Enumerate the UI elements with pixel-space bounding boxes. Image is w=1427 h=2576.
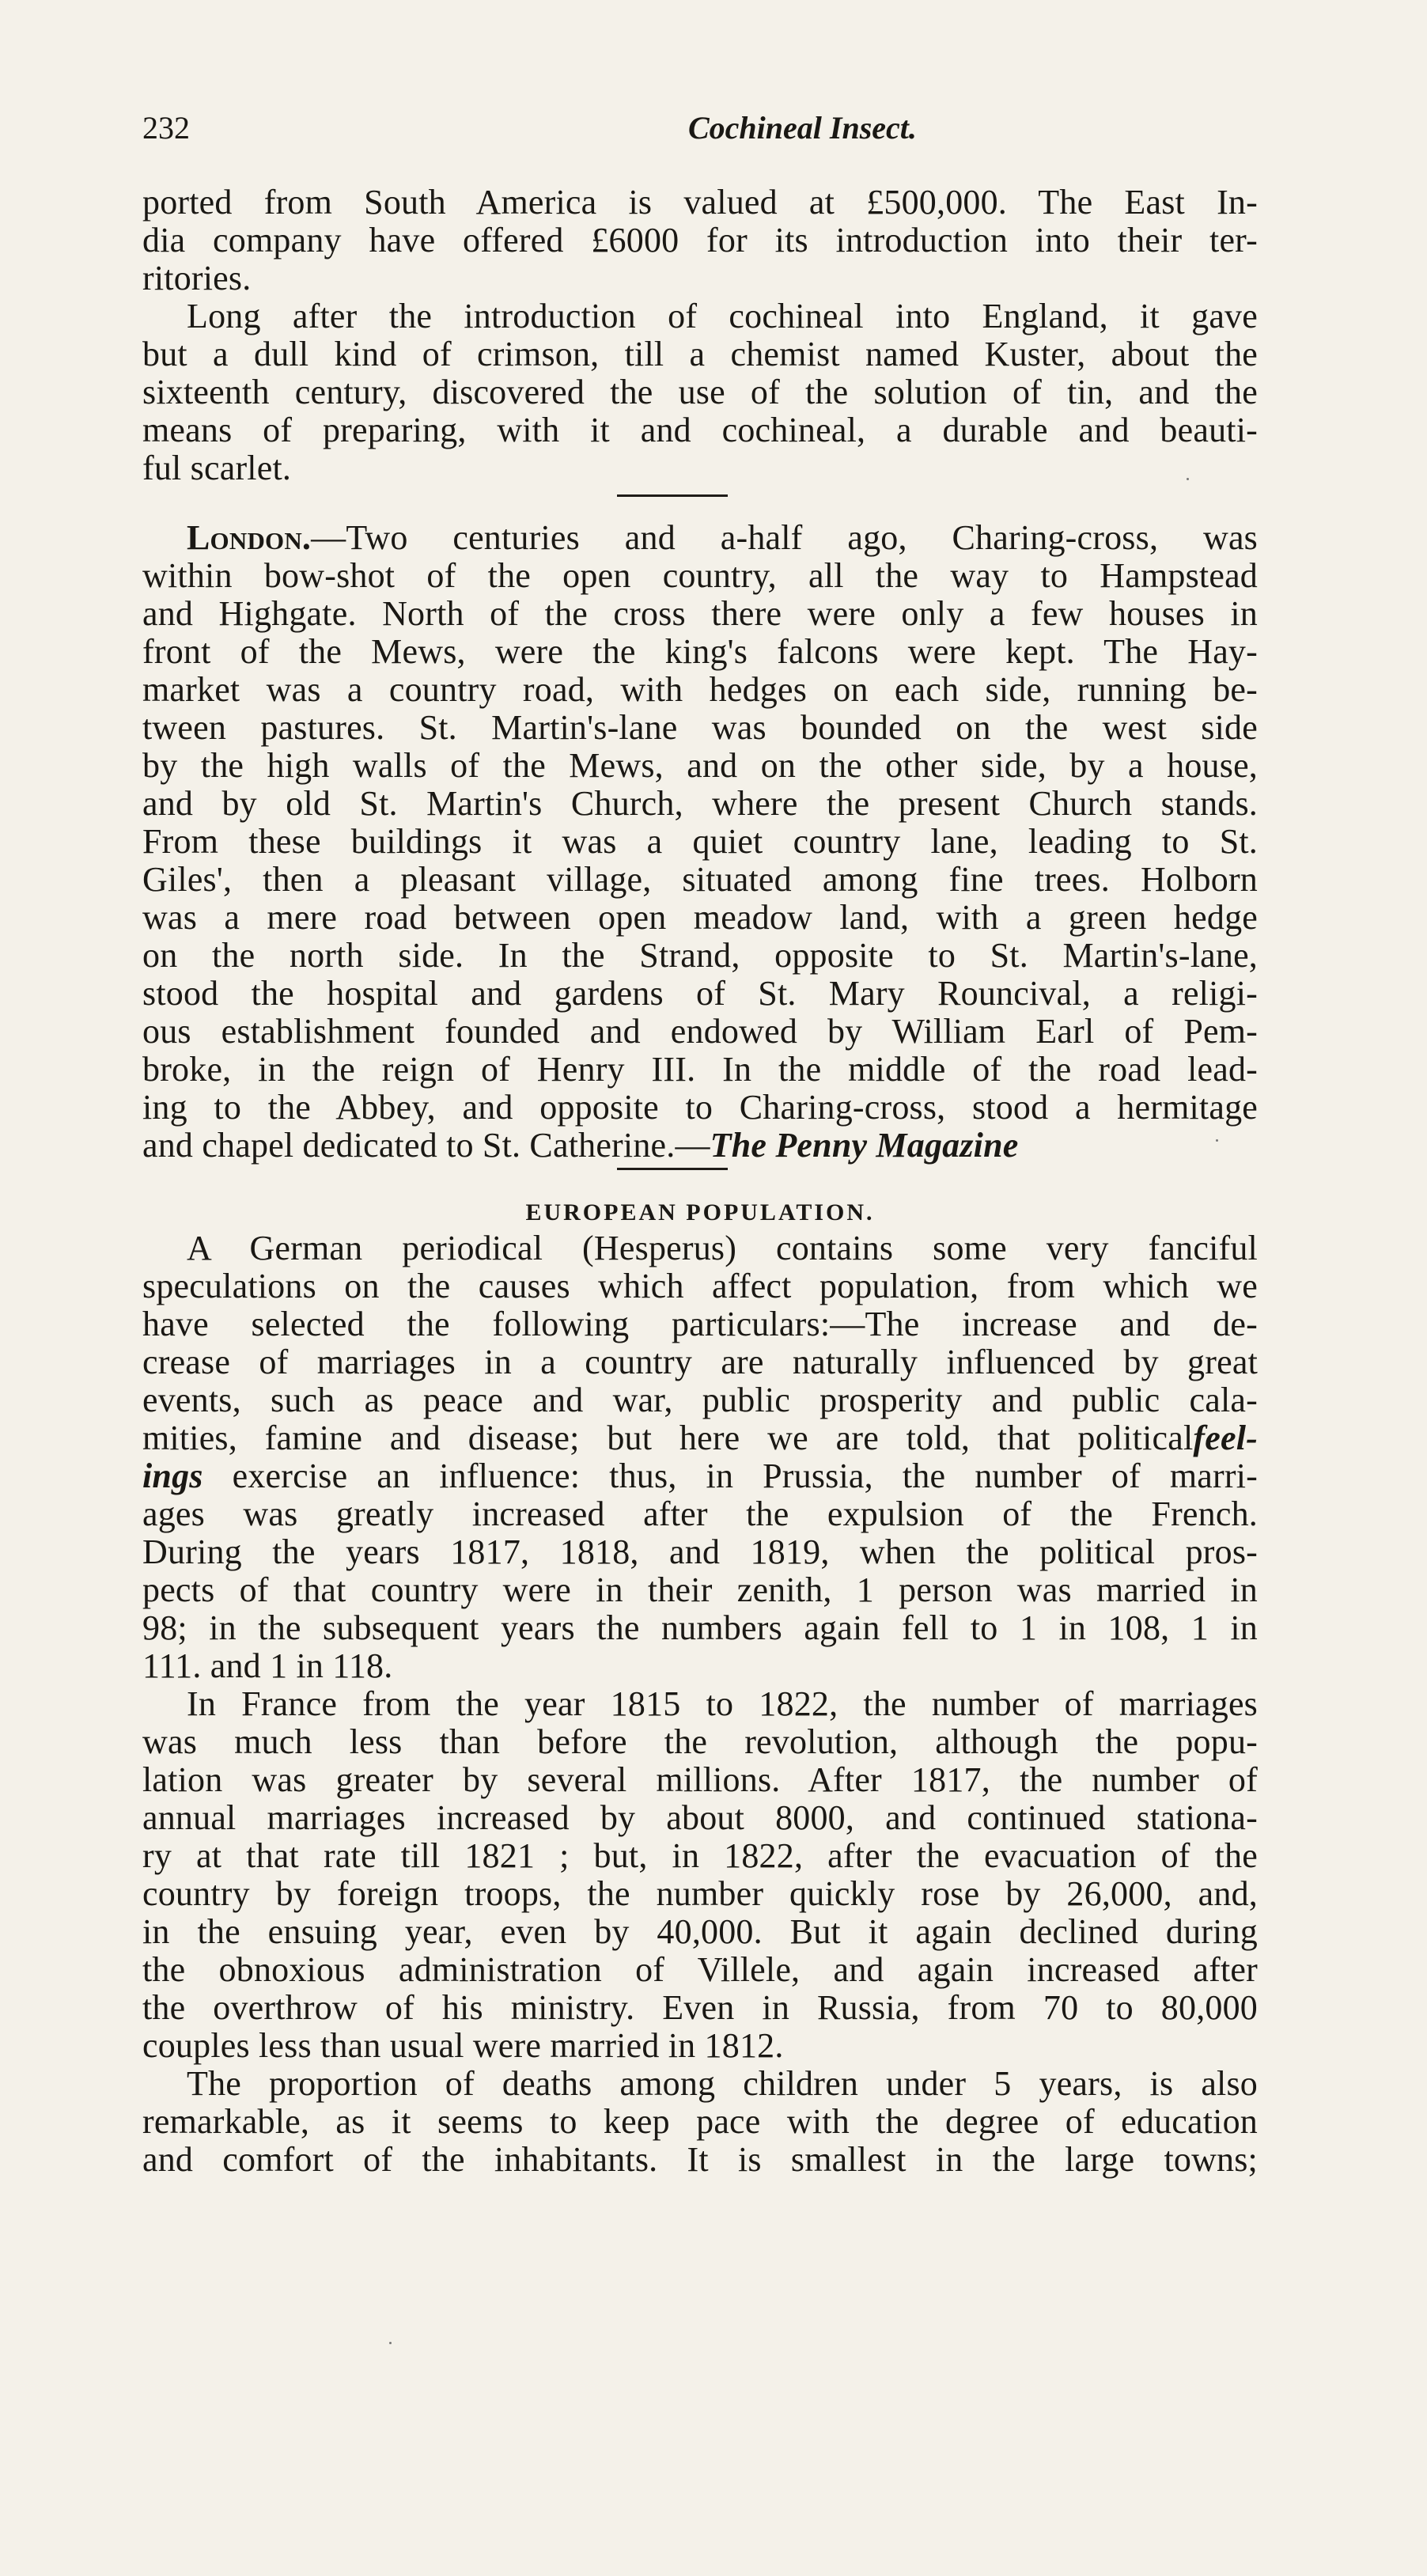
text-line: From these buildings it was a quiet country lane, leading to St. — [142, 822, 1258, 861]
text-line: market was a country road, with hedges on each side, running be- — [142, 670, 1258, 709]
text-line: annual marriages increased by about 8000, and continued stationa- — [142, 1798, 1258, 1837]
text-line: ry at that rate till 1821 ; but, in 1822, after the evacuation of the — [142, 1836, 1258, 1875]
text-line: was a mere road between open meadow land, with a green hedge — [142, 898, 1258, 937]
text-line: crease of marriages in a country are naturally influenced by great — [142, 1343, 1258, 1381]
text-line: on the north side. In the Strand, opposite to St. Martin's-lane, — [142, 936, 1258, 975]
print-speck — [389, 2342, 392, 2344]
text-line: tween pastures. St. Martin's-lane was bounded on the west side — [142, 708, 1258, 747]
text-line: ritories. — [142, 259, 252, 297]
text-line: country by foreign troops, the number quickly rose by 26,000, and, — [142, 1874, 1258, 1913]
text-line: dia company have offered £6000 for its introduction into their ter- — [142, 221, 1258, 259]
text-line: During the years 1817, 1818, and 1819, when the political pros- — [142, 1532, 1258, 1571]
text-line — [142, 519, 1258, 557]
london-lead: London. — [187, 518, 312, 557]
text-line — [142, 1127, 1258, 1165]
text-line: remarkable, as it seems to keep pace with the degree of education — [142, 2102, 1258, 2141]
cochineal-text — [142, 184, 1258, 487]
text-line: the overthrow of his ministry. Even in Russia, from 70 to 80,000 — [142, 1988, 1258, 2027]
text-line: Giles', then a pleasant village, situated among fine trees. Holborn — [142, 860, 1258, 899]
text-line: and comfort of the inhabitants. It is smallest in the large towns; — [142, 2140, 1258, 2179]
italic-word: feel- — [1193, 1419, 1258, 1457]
text-line: Long after the introduction of cochineal into England, it gave — [187, 297, 1258, 335]
print-speck — [1216, 1139, 1218, 1142]
population-text — [142, 1229, 1258, 2179]
text-line: The proportion of deaths among children under 5 years, is also — [187, 2064, 1258, 2103]
running-title: Cochineal Insect. — [688, 110, 917, 146]
text-line: sixteenth century, discovered the use of the solution of tin, and the — [142, 373, 1258, 411]
text-line: in the ensuing year, even by 40,000. But it again declined during — [142, 1912, 1258, 1951]
text-line: ous establishment founded and endowed by William Earl of Pem- — [142, 1012, 1258, 1051]
text-line: have selected the following particulars:—The increase and de- — [142, 1305, 1258, 1343]
text-line: by the high walls of the Mews, and on the other side, by a house, — [142, 746, 1258, 785]
text-line: ing to the Abbey, and opposite to Charing-cross, stood a hermitage — [142, 1088, 1258, 1127]
text-line: lation was greater by several millions. After 1817, the number of — [142, 1760, 1258, 1799]
text-line: front of the Mews, were the king's falcons were kept. The Hay- — [142, 632, 1258, 671]
london-line-1: —Two centuries and a-half ago, Charing-cross, was — [311, 518, 1258, 557]
text-line: but a dull kind of crimson, till a chemist named Kuster, about the — [142, 335, 1258, 373]
running-head — [142, 104, 1250, 152]
text-line — [142, 1419, 1258, 1457]
text-line: speculations on the causes which affect population, from which we — [142, 1267, 1258, 1305]
text-line: couples less than usual were married in 1812. — [142, 2026, 784, 2065]
text-line: In France from the year 1815 to 1822, the number of marriages — [187, 1684, 1258, 1723]
text-line: A German periodical (Hesperus) contains some very fanciful — [187, 1229, 1258, 1267]
london-paragraph — [142, 519, 1258, 1165]
text-line: 111. and 1 in 118. — [142, 1646, 393, 1685]
text-line: within bow-shot of the open country, all the way to Hampstead — [142, 556, 1258, 595]
text-line: the obnoxious administration of Villele, and again increased after — [142, 1950, 1258, 1989]
section-heading: EUROPEAN POPULATION. — [525, 1199, 875, 1225]
section-divider — [617, 1168, 728, 1170]
text-line: and by old St. Martin's Church, where the present Church stands. — [142, 784, 1258, 823]
source-citation: The Penny Magazine — [710, 1126, 1019, 1165]
text-line: ful scarlet. — [142, 449, 292, 487]
text-line: ported from South America is valued at £500,000. The East In- — [142, 183, 1258, 222]
text-line: ages was greatly increased after the expulsion of the French. — [142, 1494, 1258, 1533]
text-line: events, such as peace and war, public prosperity and public cala- — [142, 1381, 1258, 1419]
line-6-text: mities, famine and disease; but here we are told, that political — [142, 1419, 1194, 1457]
line-7-text: exercise an influence: thus, in Prussia, the number of marri- — [203, 1457, 1258, 1495]
page-number: 232 — [142, 110, 190, 146]
text-line: 98; in the subsequent years the numbers again fell to 1 in 108, 1 in — [142, 1608, 1258, 1647]
text-line — [142, 1457, 1258, 1495]
section-divider — [617, 494, 728, 497]
text-line: and Highgate. North of the cross there were only a few houses in — [142, 594, 1258, 633]
text-line: stood the hospital and gardens of St. Mary Rouncival, a religi- — [142, 974, 1258, 1013]
text-line: broke, in the reign of Henry III. In the middle of the road lead- — [142, 1050, 1258, 1089]
text-line: pects of that country were in their zenith, 1 person was married in — [142, 1570, 1258, 1609]
italic-word: ings — [142, 1457, 203, 1495]
london-last-line: and chapel dedicated to St. Catherine.— — [142, 1126, 710, 1165]
text-line: was much less than before the revolution, although the popu- — [142, 1722, 1258, 1761]
text-line: means of preparing, with it and cochineal, a durable and beauti- — [142, 411, 1258, 449]
print-speck — [1187, 478, 1189, 480]
